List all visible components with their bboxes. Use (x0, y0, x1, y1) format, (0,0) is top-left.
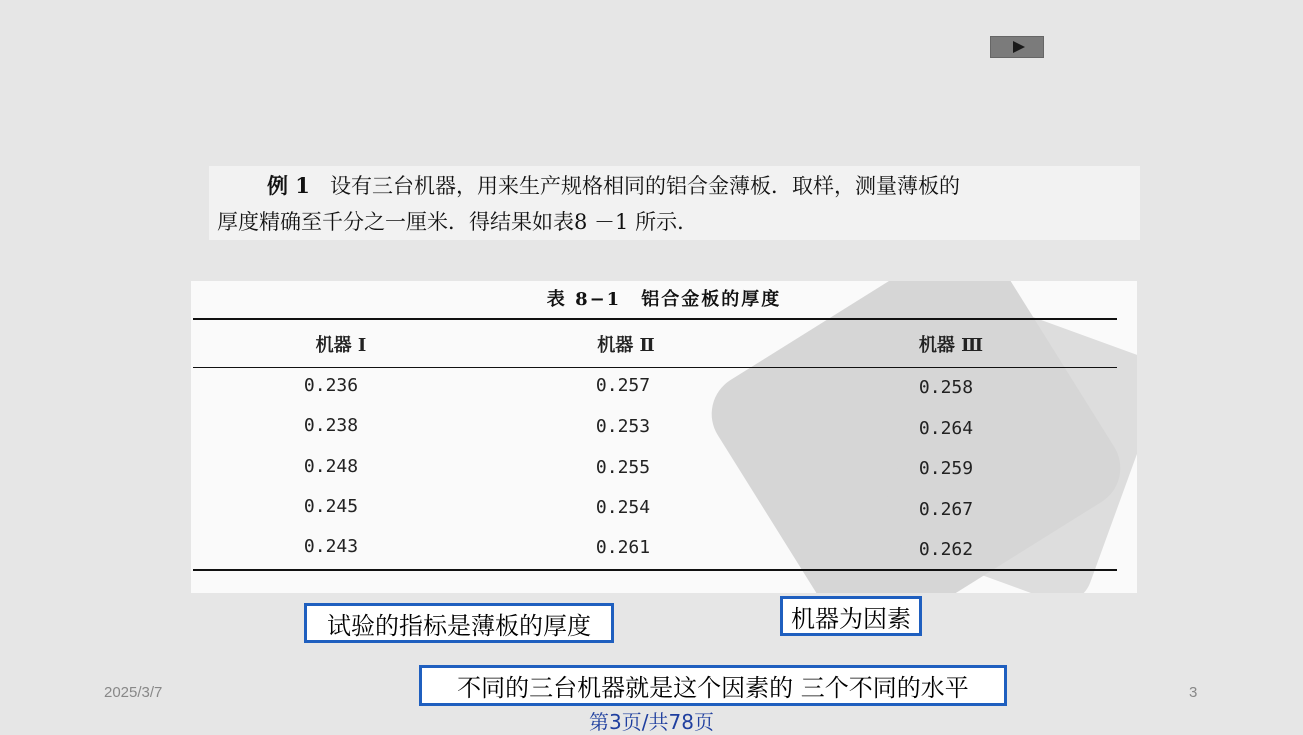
table-cell: 0.259 (918, 458, 974, 479)
example-line-2: 厚度精确至千分之一厘米．得结果如表8 －1 所示． (217, 210, 699, 234)
column-header-machine-1: 机器 Ⅰ (315, 335, 367, 356)
table-cell: 0.261 (595, 537, 651, 558)
play-button[interactable] (990, 36, 1044, 58)
example-text-block (209, 166, 1140, 240)
table-cell: 0.253 (595, 416, 651, 437)
table-cell: 0.255 (595, 457, 651, 478)
table-cell: 0.245 (303, 496, 359, 517)
table-top-rule (193, 318, 1117, 320)
column-header-machine-2: 机器 Ⅱ (597, 335, 655, 356)
table-cell: 0.262 (918, 539, 974, 560)
example-prefix: 例 1 (267, 173, 310, 198)
levels-label: 不同的三台机器就是这个因素的 三个不同的水平 (419, 665, 1007, 706)
slide-number: 3 (1189, 684, 1198, 701)
table-cell: 0.267 (918, 499, 974, 520)
table-bottom-rule (193, 569, 1117, 571)
table-cell: 0.257 (595, 375, 651, 396)
table-cell: 0.243 (303, 536, 359, 557)
table-cell: 0.236 (303, 375, 359, 396)
factor-label: 机器为因素 (780, 596, 922, 636)
table-cell: 0.258 (918, 377, 974, 398)
table-cell: 0.264 (918, 418, 974, 439)
table-title: 表 8−1 铝合金板的厚度 (546, 289, 782, 310)
indicator-label: 试验的指标是薄板的厚度 (304, 603, 614, 643)
example-line-1: 设有三台机器，用来生产规格相同的铝合金薄板．取样，测量薄板的 (329, 174, 960, 198)
thickness-table (191, 281, 1137, 593)
table-cell: 0.238 (303, 415, 359, 436)
column-header-machine-3: 机器 Ⅲ (918, 335, 984, 356)
footer-date: 2025/3/7 (104, 684, 163, 701)
play-icon (1013, 41, 1025, 53)
table-cell: 0.254 (595, 497, 651, 518)
table-header-rule (193, 367, 1117, 368)
page-indicator: 第3页/共78页 (589, 710, 714, 734)
table-cell: 0.248 (303, 456, 359, 477)
